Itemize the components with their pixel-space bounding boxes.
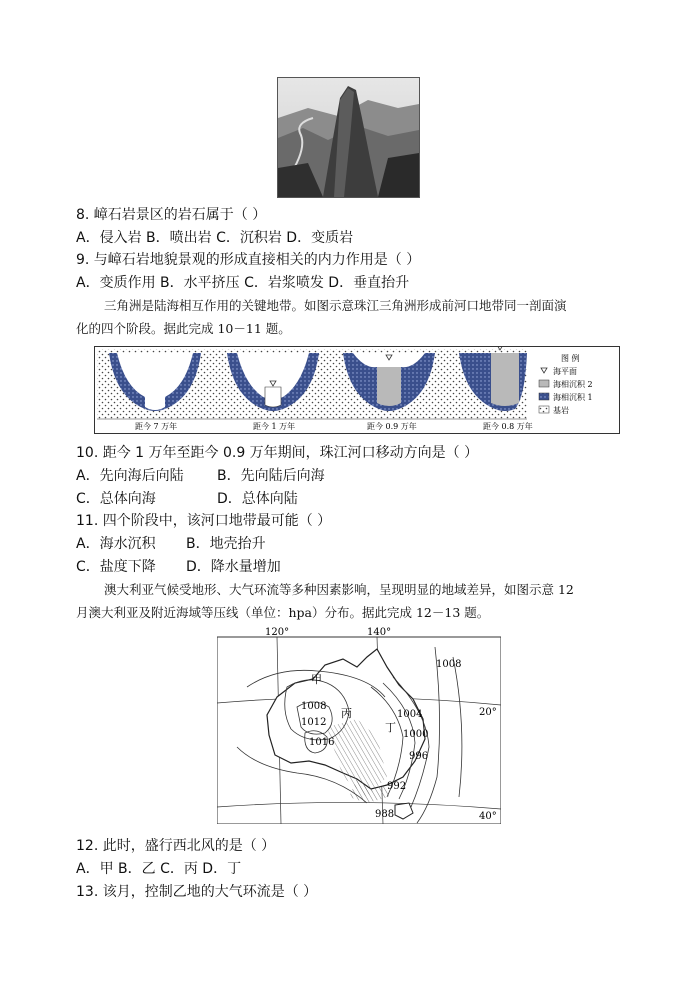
- legend-bedrock: 基岩: [553, 406, 569, 415]
- stage-label-3: 距今 0.9 万年: [367, 422, 417, 431]
- q10-option-c: C．总体向海: [76, 491, 156, 507]
- legend-deposit1: 海相沉积 1: [553, 393, 593, 402]
- bedrock-swatch: [539, 406, 549, 413]
- delta-legend: [539, 353, 593, 415]
- place-label-ding: 丁: [385, 721, 396, 734]
- lat-label-40: 40°: [479, 811, 497, 822]
- sea-level-icon: [541, 368, 547, 373]
- stage-label-1: 距今 7 万年: [135, 422, 178, 431]
- q10-option-a: A．先向海后向陆: [76, 468, 184, 484]
- legend-title: 图 例: [561, 354, 580, 363]
- aus-intro-line2: 月澳大利亚及附近海域等压线（单位：hpa）分布。据此完成 12－13 题。: [76, 605, 490, 620]
- australia-isobar-map: [217, 627, 501, 824]
- stage-label-4: 距今 0.8 万年: [483, 422, 533, 431]
- stage-label-2: 距今 1 万年: [253, 422, 296, 431]
- isobar-label-1016: 1016: [309, 737, 335, 748]
- place-label-bing: 丙: [341, 707, 352, 720]
- q12-stem: 12. 此时，盛行西北风的是（ ）: [76, 838, 276, 854]
- q8-options: A．侵入岩 B．喷出岩 C．沉积岩 D．变质岩: [76, 230, 354, 246]
- q11-option-b: B．地壳抬升: [186, 536, 266, 552]
- q12-options: A．甲 B．乙 C．丙 D．丁: [76, 861, 242, 877]
- q8-stem: 8. 嶂石岩景区的岩石属于（ ）: [76, 207, 267, 223]
- lon-label-120: 120°: [265, 627, 290, 638]
- isobar-label-992: 992: [387, 781, 407, 792]
- delta-intro-line2: 化的四个阶段。据此完成 10－11 题。: [76, 321, 291, 336]
- q10-option-b: B．先向陆后向海: [217, 468, 325, 484]
- lon-label-140: 140°: [367, 627, 392, 638]
- isobar-label-988: 988: [375, 809, 395, 820]
- q11-stem: 11. 四个阶段中，该河口地带最可能（ ）: [76, 513, 332, 529]
- isobar-label-1004: 1004: [397, 709, 423, 720]
- delta-intro-line1: 三角洲是陆海相互作用的关键地带。如图示意珠江三角洲形成前河口地带同一剖面演: [104, 298, 567, 313]
- q10-stem: 10. 距今 1 万年至距今 0.9 万年期间，珠江河口移动方向是（ ）: [76, 445, 479, 461]
- legend-deposit2: 海相沉积 2: [553, 380, 593, 389]
- isobar-label-1012: 1012: [301, 717, 327, 728]
- isobar-label-1008-w: 1008: [301, 701, 327, 712]
- q11-option-c: C．盐度下降: [76, 559, 156, 575]
- lat-label-20: 20°: [479, 707, 497, 718]
- isobar-label-1000: 1000: [403, 729, 429, 740]
- delta-profile-figure: [94, 346, 620, 434]
- deposit1-swatch: [539, 393, 549, 400]
- place-label-jia: 甲: [311, 673, 322, 686]
- isobar-label-1008-ne: 1008: [436, 659, 462, 670]
- isobar-label-996: 996: [409, 751, 429, 762]
- q9-stem: 9. 与嶂石岩地貌景观的形成直接相关的内力作用是（ ）: [76, 252, 421, 268]
- cliff-photo: [277, 77, 420, 198]
- aus-intro-line1: 澳大利亚气候受地形、大气环流等多种因素影响，呈现明显的地域差异，如图示意 12: [104, 582, 574, 597]
- legend-sea-level: 海平面: [553, 367, 577, 376]
- q13-stem: 13. 该月，控制乙地的大气环流是（ ）: [76, 884, 318, 900]
- q10-option-d: D．总体向陆: [217, 491, 298, 507]
- q9-options: A．变质作用 B．水平挤压 C．岩浆喷发 D．垂直抬升: [76, 275, 410, 291]
- q11-option-a: A．海水沉积: [76, 536, 156, 552]
- deposit2-swatch: [539, 380, 549, 387]
- q11-option-d: D．降水量增加: [186, 559, 281, 575]
